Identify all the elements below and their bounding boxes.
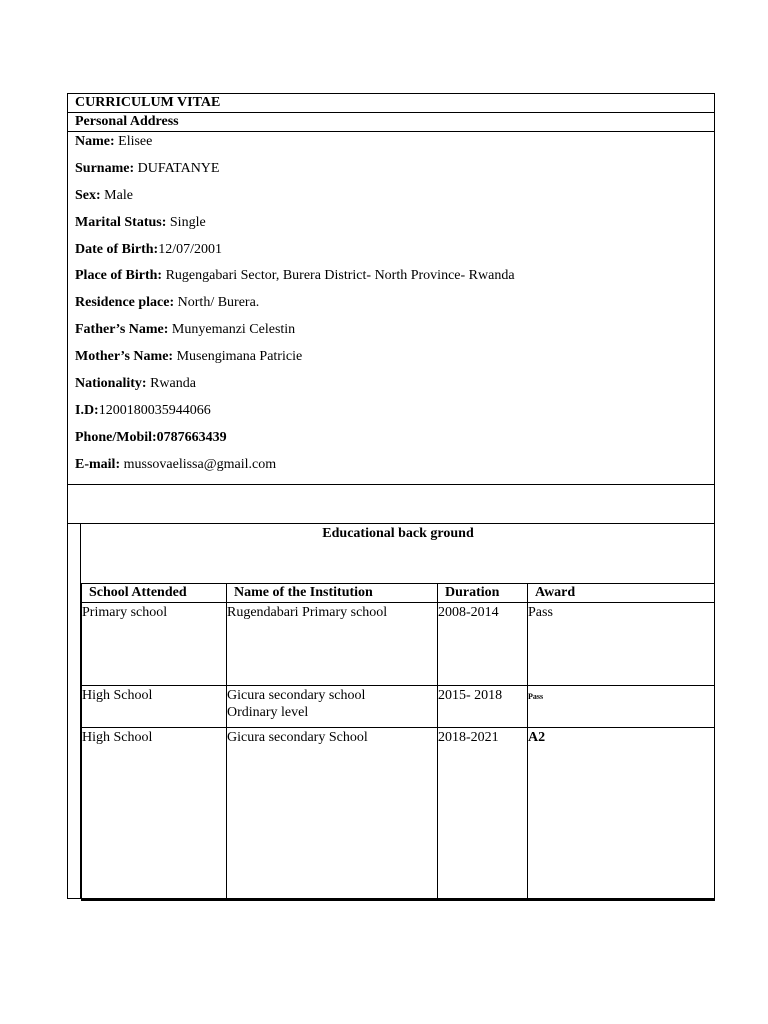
education-heading: Educational back ground [82,524,715,584]
duration: 2008-2014 [438,602,528,685]
education-section [68,523,715,898]
field-mother-name: Mother’s Name: Musengimana Patricie [75,349,303,365]
blank-row [68,484,715,523]
award: Pass [528,602,715,685]
institution: Rugendabari Primary school [227,602,438,685]
education-table [81,524,715,901]
cv-title: CURRICULUM VITAE [68,94,715,113]
duration: 2015- 2018 [438,685,528,727]
field-email: E-mail: mussovaelissa@gmail.com [75,456,277,472]
field-phone: Phone/Mobil:0787663439 [75,429,227,445]
school-attended: Primary school [82,602,227,685]
personal-info [68,132,715,485]
column-header: Name of the Institution [227,583,438,602]
award: A2 [528,727,715,900]
personal-address-heading: Personal Address [68,113,715,132]
school-attended: High School [82,727,227,900]
award: Pass [528,685,715,727]
table-row [82,685,715,727]
institution: Gicura secondary school Ordinary level [227,685,438,727]
table-row [82,727,715,900]
school-attended: High School [82,685,227,727]
field-surname: Surname: DUFATANYE [75,160,220,176]
institution: Gicura secondary School [227,727,438,900]
field-place-of-birth: Place of Birth: Rugengabari Sector, Burera District- North Province- Rwanda [75,268,515,284]
field-nationality: Nationality: Rwanda [75,376,196,392]
duration: 2018-2021 [438,727,528,900]
field-father-name: Father’s Name: Munyemanzi Celestin [75,322,296,338]
field-marital-status: Marital Status: Single [75,214,206,230]
column-header: Award [528,583,715,602]
column-header: Duration [438,583,528,602]
field-name: Name: Elisee [75,134,153,149]
column-header: School Attended [82,583,227,602]
field-sex: Sex: Male [75,187,133,203]
field-date-of-birth: Date of Birth:12/07/2001 [75,241,222,257]
field-id: I.D:1200180035944066 [75,402,211,418]
table-row [82,602,715,685]
field-residence: Residence place: North/ Burera. [75,295,260,311]
cv-table [67,93,715,899]
